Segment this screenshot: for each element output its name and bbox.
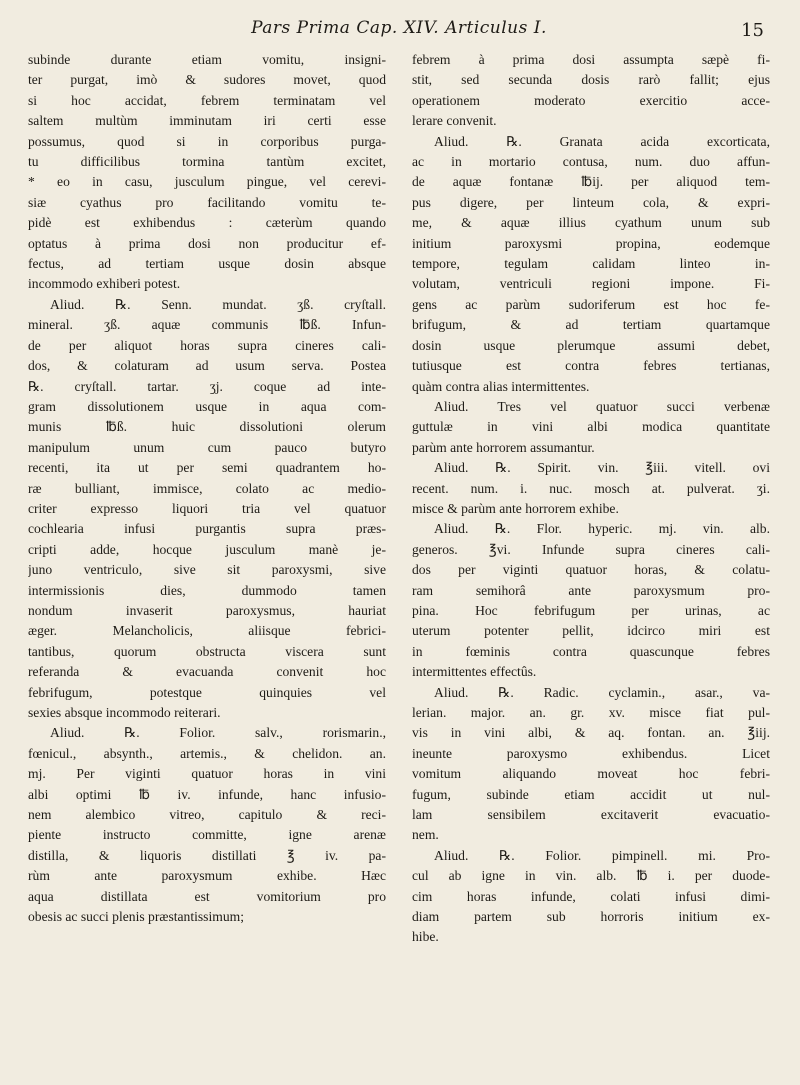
text-line: hibe. [412,929,439,945]
text-line: gram dissolutionem usque in aqua com- [28,398,386,414]
page-number: 15 [741,20,764,41]
text-line: Aliud. ℞. Granata acida excorticata, [434,133,770,149]
text-line: parùm ante horrorem assumantur. [412,439,595,455]
text-line: lam sensibilem excitaverit evacuatio- [412,807,770,823]
text-line: referanda & evacuanda convenit hoc [28,664,386,680]
text-line: febrifugum, potestque quinquies vel [28,684,386,700]
text-line: juno ventriculo, sive sit paroxysmi, sive [28,562,386,578]
text-line: operationem moderato exercitio acce- [412,92,770,108]
text-line: tempore, tegulam calidam linteo in- [412,256,770,272]
text-line: fugum, subinde etiam accidit ut nul- [412,786,770,802]
text-line: dosin usque plerumque assumi debet, [412,337,770,353]
text-line: optatus à prima dosi non producitur ef- [28,235,386,251]
text-line: recent. num. i. nuc. mosch at. pulverat. ʒi. [412,480,770,496]
text-line: Aliud. ℞. Senn. mundat. ʒß. cryſtall. [50,296,386,312]
text-line: pus digere, per linteum cola, & expri- [412,194,770,210]
text-line: Aliud. ℞. Folior. salv., rorismarin., [50,725,386,741]
text-line: æger. Melancholicis, aliisque febrici- [28,623,386,639]
text-line: ineunte paroxysmo exhibendus. Licet [412,745,770,761]
text-line: mj. Per viginti quatuor horas in vini [28,766,386,782]
text-line: ræ bulliant, immisce, colato ac medio- [28,480,386,496]
text-line: tantibus, quorum obstructa viscera sunt [28,643,386,659]
text-line: * eo in casu, jusculum pingue, vel cerevi- [28,174,386,190]
text-line: vomitum aliquando moveat hoc febri- [412,766,770,782]
text-line: generos. ℥vi. Infunde supra cineres cali- [412,541,770,557]
text-line: intermissionis dies, dummodo tamen [28,582,386,598]
text-line: ram semihorâ ante paroxysmum pro- [412,582,770,598]
text-line: manipulum unum cum pauco butyro [28,439,386,455]
text-line: fœnicul., absynth., artemis., & chelidon. an. [28,745,386,761]
text-line: intermittentes effectûs. [412,664,537,680]
text-line: febrem à prima dosi assumpta sæpè fi- [412,52,770,67]
text-line: Aliud. Tres vel quatuor succi verbenæ [434,398,770,414]
text-line: cripti adde, hocque jusculum manè je- [28,541,386,557]
text-line: cim horas infunde, colati infusi dimi- [412,888,770,904]
text-line: me, & aquæ illius cyathum unum sub [412,215,770,231]
text-line: ℞. cryſtall. tartar. ʒj. coque ad inte- [28,378,386,394]
text-line: stit, sed secunda dosis rarò fallit; ejus [412,72,770,88]
text-line: albi optimi ℔ iv. infunde, hanc infusio- [28,786,386,802]
text-line: subinde durante etiam vomitu, insigni- [28,52,386,67]
text-line: cul ab igne in vin. alb. ℔ i. per duode- [412,868,770,884]
text-line: guttulæ in vini albi modica quantitate [412,419,770,435]
text-line: lerian. major. an. gr. xv. misce fiat pul- [412,705,770,720]
text-line: nem alembico vitreo, capitulo & reci- [28,807,386,823]
text-line: sexies absque incommodo reiterari. [28,705,221,720]
text-line: pidè est exhibendus : cæterùm quando [28,215,386,231]
text-line: de aquæ fontanæ ℔ij. per aliquod tem- [412,174,770,190]
text-line: fectus, ad tertiam usque dosin absque [28,256,386,272]
text-line: dos per viginti quatuor horas, & colatu- [412,562,770,578]
text-line: Aliud. ℞. Spirit. vin. ℥iii. vitell. ovi [434,460,770,476]
text-line: lerare convenit. [412,113,497,129]
running-head: Pars Prima Cap. XIV. Articulus I. [251,18,547,38]
text-line: obesis ac succi plenis præstantissimum; [28,909,244,925]
text-line: munis ℔ß. huic dissolutioni olerum [28,419,386,435]
text-line: ac in mortario contusa, num. duo affun- [412,154,770,170]
text-line: siæ cyathus pro facilitando vomitu te- [28,194,386,210]
text-line: uterum potenter pellit, idcirco miri est [412,623,770,639]
text-line: volutam, ventriculi regioni impone. Fi- [412,276,770,292]
text-line: cochlearia infusi purgantis supra præs- [28,521,386,537]
text-line: brifugum, & ad tertiam quartamque [412,317,770,333]
text-line: diam partem sub horroris initium ex- [412,909,770,925]
text-line: tu difficilibus tormina tantùm excitet, [28,154,386,170]
text-line: Aliud. ℞. Radic. cyclamin., asar., va- [434,684,770,700]
text-line: distilla, & liquoris distillati ℥ iv. pa- [28,847,386,863]
left-column [28,50,386,948]
text-line: in fœminis contra quascunque febres [412,643,770,659]
text-line: misce & parùm ante horrorem exhibe. [412,500,619,516]
text-line: vis in vini albi, & aq. fontan. an. ℥iij. [412,725,770,741]
text-line: initium paroxysmi propina, eodemque [412,235,770,251]
text-line: recenti, ita ut per semi quadrantem ho- [28,460,386,476]
text-line: Aliud. ℞. Folior. pimpinell. mi. Pro- [434,847,770,863]
text-line: mineral. ʒß. aquæ communis ℔ß. Infun- [28,317,386,333]
text-columns [28,50,770,948]
text-line: gens ac parùm sudoriferum est hoc fe- [412,296,770,312]
text-line: ter purgat, imò & sudores movet, quod [28,72,386,88]
text-line: aqua distillata est vomitorium pro [28,888,386,904]
text-line: saltem multùm imminutam iri certi esse [28,113,386,129]
text-line: possumus, quod si in corporibus purga- [28,133,386,149]
text-line: Aliud. ℞. Flor. hyperic. mj. vin. alb. [434,521,770,537]
text-line: nondum invaserit paroxysmus, hauriat [28,602,386,618]
text-line: tutiusque est contra febres tertianas, [412,358,770,374]
text-line: dos, & colaturam ad usum serva. Postea [28,358,386,374]
text-line: pina. Hoc febrifugum per urinas, ac [412,602,770,618]
text-line: nem. [412,827,439,843]
text-line: criter expresso liquori tria vel quatuor [28,500,386,516]
right-column [412,50,770,948]
page-header [28,14,770,50]
text-line: de per aliquot horas supra cineres cali- [28,337,386,353]
text-line: si hoc accidat, febrem terminatam vel [28,92,386,108]
text-line: rùm ante paroxysmum exhibe. Hæc [28,868,386,884]
text-line: quàm contra alias intermittentes. [412,378,590,394]
text-line: incommodo exhiberi potest. [28,276,181,292]
text-line: piente instructo committe, igne arenæ [28,827,386,843]
